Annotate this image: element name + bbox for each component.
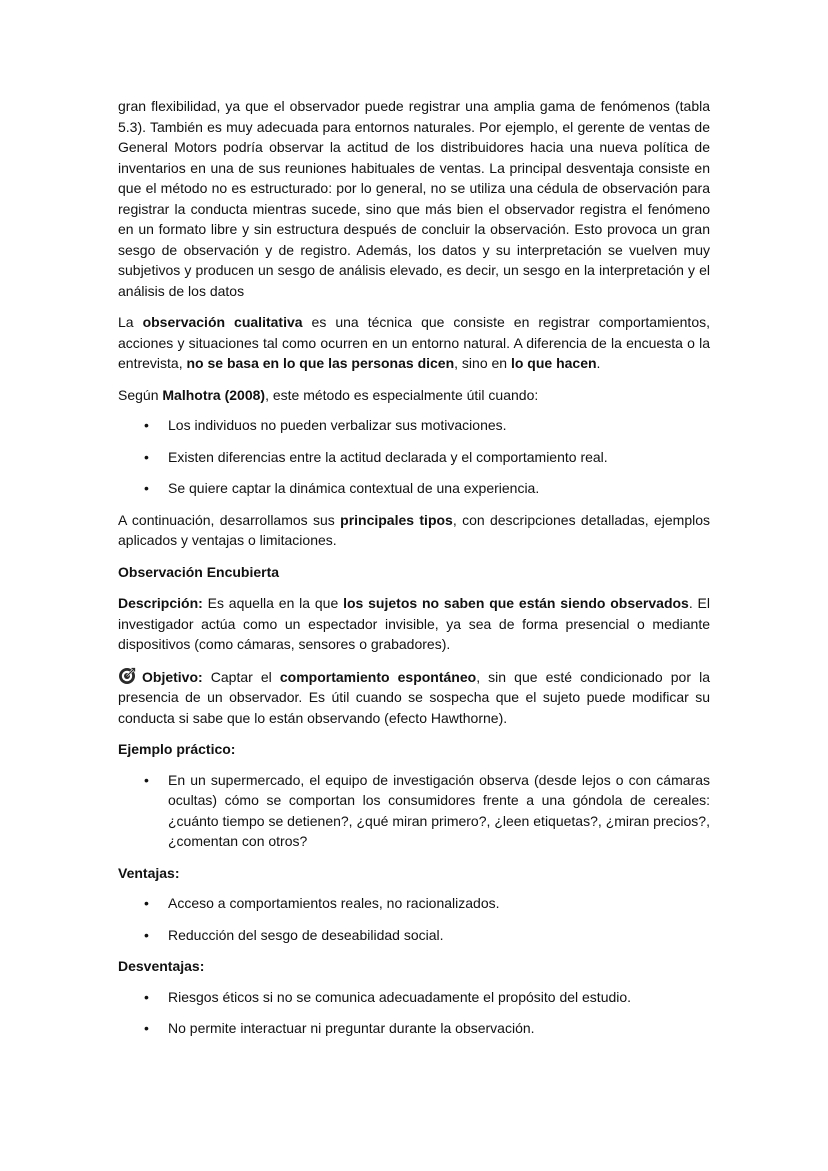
bold-phrase: los sujetos no saben que están siendo observados bbox=[343, 595, 689, 611]
target-icon bbox=[118, 667, 136, 685]
list-item-text: Riesgos éticos si no se comunica adecuadamente el propósito del estudio. bbox=[168, 988, 632, 1005]
bullet-icon: • bbox=[144, 771, 149, 788]
bullet-list-advantages bbox=[118, 893, 710, 945]
text-run: , con descripciones detalladas, ejemplos aplicados y ventajas o limitaciones. bbox=[118, 511, 710, 548]
advantages-title: Ventajas: bbox=[118, 864, 180, 881]
section-heading bbox=[118, 562, 710, 583]
text-run: es una técnica que consiste en registrar comportamientos, acciones y situaciones tal como ocurren en un entorno natural. A diferencia de la encuesta o la entrevista, bbox=[118, 314, 710, 371]
objective-label: Objetivo: bbox=[142, 668, 203, 685]
list-item bbox=[118, 1018, 710, 1039]
section-title: Observación Encubierta bbox=[118, 563, 280, 580]
bullet-icon: • bbox=[144, 1020, 149, 1036]
list-item-text: En un supermercado, el equipo de investigación observa (desde lejos o con cámaras ocultas) cómo se comportan los consumidores frente a una góndola de cereales: ¿cuánto tiempo se detienen?, ¿qué miran primero?, ¿leen etiquetas?, ¿miran precios?, ¿comentan con otros? bbox=[168, 771, 710, 849]
list-item-text: Los individuos no pueden verbalizar sus motivaciones. bbox=[168, 417, 507, 433]
list-item-text: No permite interactuar ni preguntar durante la observación. bbox=[168, 1020, 535, 1036]
bullet-icon: • bbox=[144, 480, 149, 496]
list-item-text: Reducción del sesgo de deseabilidad social. bbox=[168, 926, 444, 943]
bullet-list-example bbox=[118, 770, 710, 852]
text-run: , este método es especialmente útil cuando: bbox=[265, 386, 539, 403]
paragraph-definition bbox=[118, 312, 710, 374]
text-run: Según bbox=[118, 386, 163, 403]
bullet-icon: • bbox=[144, 895, 149, 911]
text-run: , sin que esté condicionado por la presencia de un observador. Es útil cuando se sospecha que el sujeto puede modificar su conducta si sabe que lo están observando (efecto Hawthorne). bbox=[118, 668, 710, 726]
bullet-list-conditions bbox=[118, 415, 710, 499]
subheading-example bbox=[118, 739, 710, 760]
list-item bbox=[118, 447, 710, 468]
list-item bbox=[118, 478, 710, 499]
bullet-list-disadvantages bbox=[118, 987, 710, 1039]
subheading-advantages bbox=[118, 863, 710, 884]
text-run: Captar el bbox=[202, 668, 280, 685]
bold-phrase: lo que hacen bbox=[510, 355, 597, 371]
bold-phrase: comportamiento espontáneo bbox=[279, 668, 477, 685]
list-item-text: Existen diferencias entre la actitud declarada y el comportamiento real. bbox=[168, 448, 608, 465]
paragraph-objective bbox=[118, 667, 710, 729]
text-run: . bbox=[596, 355, 601, 371]
bullet-icon: • bbox=[144, 988, 149, 1005]
text-run: Es aquella en la que bbox=[202, 595, 344, 611]
paragraph-malhotra bbox=[118, 385, 710, 406]
disadvantages-title: Desventajas: bbox=[118, 958, 205, 974]
text-run: , sino en bbox=[454, 355, 511, 371]
paragraph-intro: gran flexibilidad, ya que el observador puede registrar una amplia gama de fenómenos (tabla 5.3). También es muy adecuada para entornos naturales. Por ejemplo, el gerente de ventas de General Motors podría observar la actitud de los distribuidores hacia una nueva política de inventarios en una de sus reuniones habituales de ventas. La principal desventaja consiste en que el método no es estructurado: por lo general, no se utiliza una cédula de observación para registrar la conducta mientras sucede, sino que más bien el observador registra el fenómeno en un formato libre y sin estructura después de concluir la observación. Esto provoca un gran sesgo de observación y de registro. Además, los datos y su interpretación se vuelven muy subjetivos y producen un sesgo de análisis elevado, es decir, un sesgo en la interpretación y el análisis de los datos bbox=[118, 98, 710, 299]
paragraph-types-intro bbox=[118, 510, 710, 551]
subheading-disadvantages bbox=[118, 956, 710, 977]
list-item bbox=[118, 925, 710, 946]
list-item bbox=[118, 415, 710, 436]
paragraph-description bbox=[118, 593, 710, 655]
list-item-text: Se quiere captar la dinámica contextual de una experiencia. bbox=[168, 480, 540, 496]
bold-term: observación cualitativa bbox=[142, 314, 303, 330]
bold-citation: Malhotra (2008) bbox=[162, 386, 266, 403]
bold-phrase: no se basa en lo que las personas dicen bbox=[186, 355, 455, 371]
bold-phrase: principales tipos bbox=[340, 511, 453, 528]
description-label: Descripción: bbox=[118, 595, 203, 611]
bullet-icon: • bbox=[144, 926, 149, 943]
text-run: . El investigador actúa como un espectador invisible, ya sea de forma presencial o mediante dispositivos (como cámaras, sensores o grabadores). bbox=[118, 595, 711, 652]
list-item bbox=[118, 987, 710, 1008]
list-item-text: Acceso a comportamientos reales, no racionalizados. bbox=[168, 895, 500, 911]
text-run: La bbox=[118, 314, 143, 330]
bullet-icon: • bbox=[144, 448, 149, 465]
list-item bbox=[118, 770, 710, 852]
example-title: Ejemplo práctico: bbox=[118, 741, 236, 757]
text-run: A continuación, desarrollamos sus bbox=[118, 511, 341, 528]
list-item bbox=[118, 893, 710, 914]
bullet-icon: • bbox=[144, 417, 149, 433]
